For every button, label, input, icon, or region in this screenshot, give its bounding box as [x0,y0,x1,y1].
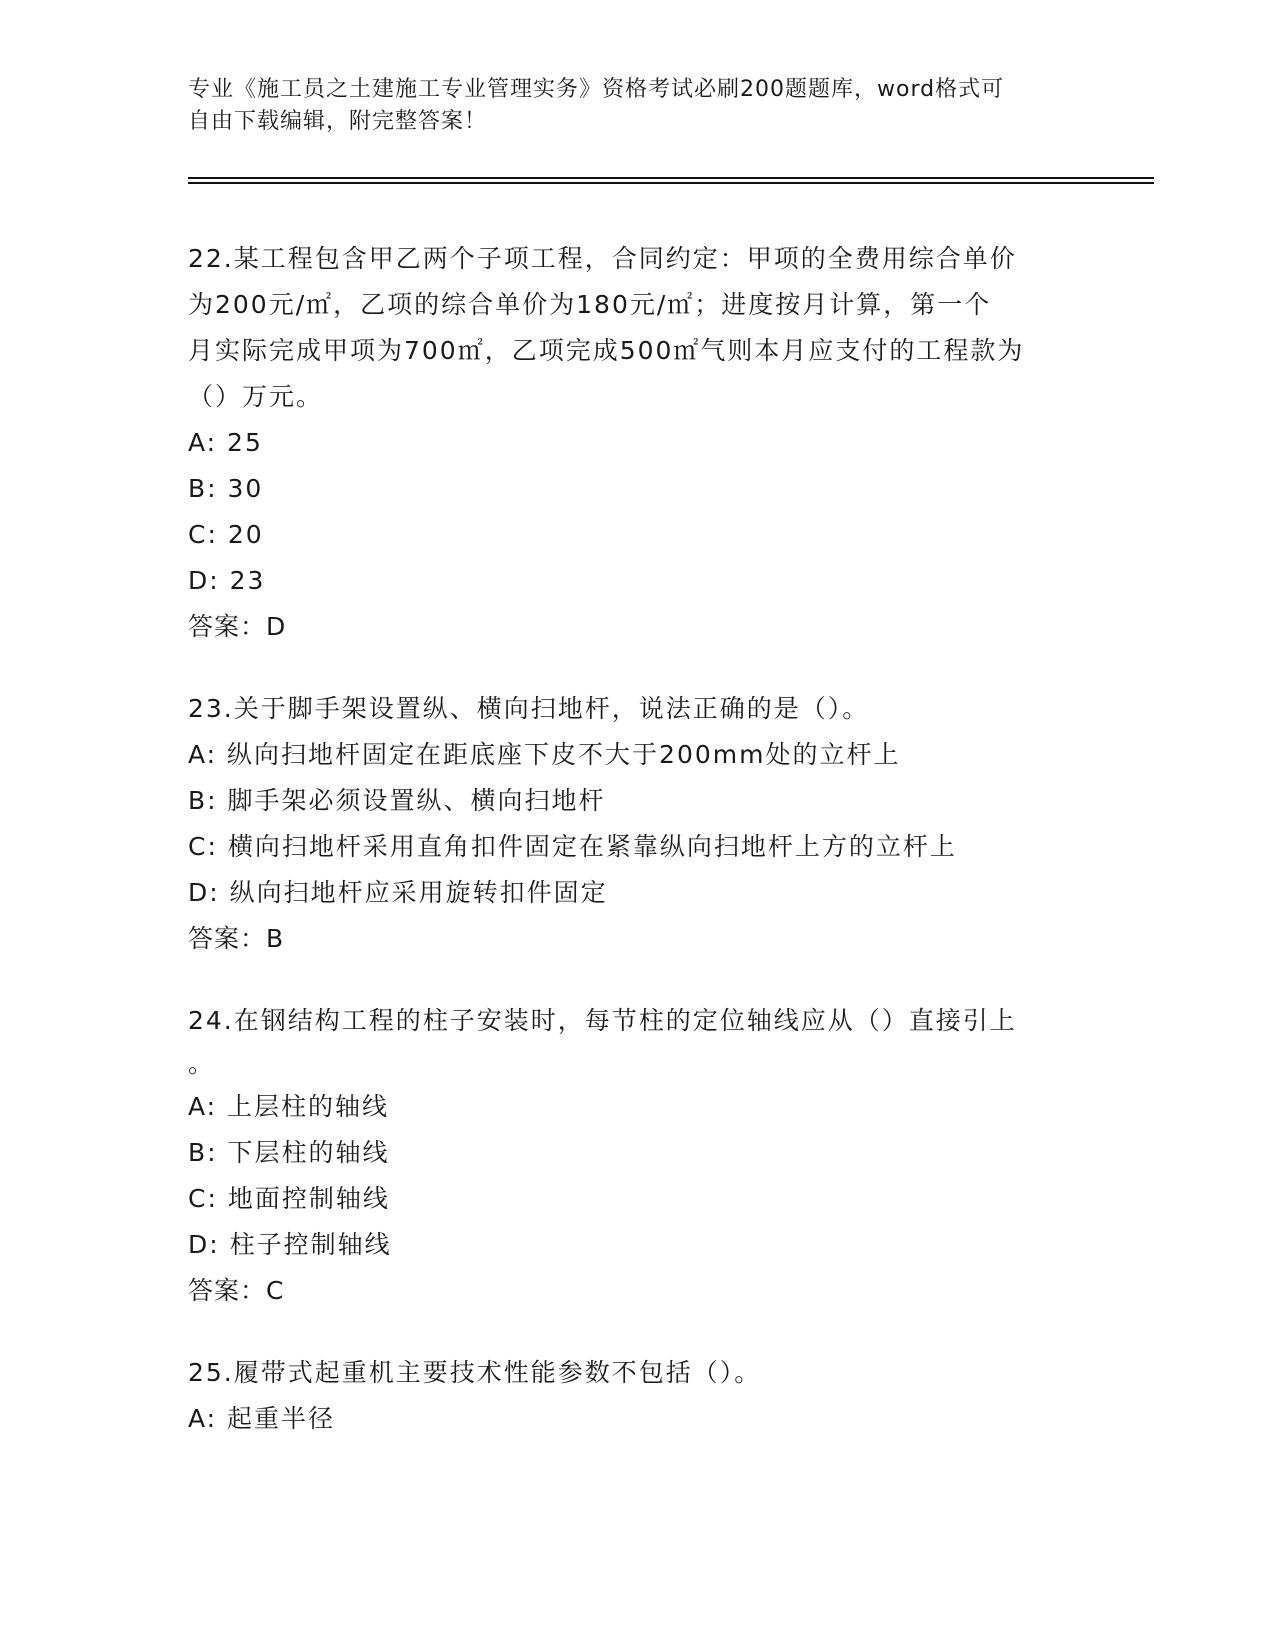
header-divider-bottom [188,182,1154,184]
header-line-1: 专业《施工员之土建施工专业管理实务》资格考试必刷200题题库，word格式可 [188,77,1005,102]
answer-label: 答案：C [188,1276,285,1305]
question-text-line: 22.某工程包含甲乙两个子项工程，合同约定：甲项的全费用综合单价 [188,244,1017,273]
option-d: D: 23 [188,566,266,595]
question-25 [188,1350,1088,1442]
question-23 [188,686,1088,962]
question-text-line: 24.在钢结构工程的柱子安装时，每节柱的定位轴线应从（）直接引上 [188,1006,1017,1035]
answer-label: 答案：B [188,924,285,953]
document-header [188,74,1068,138]
question-text-line: （）万元。 [188,382,324,411]
header-line-2: 自由下载编辑，附完整答案！ [188,109,488,134]
question-text-line: 月实际完成甲项为700㎡，乙项完成500㎡气则本月应支付的工程款为 [188,336,1025,365]
header-divider-top [188,177,1154,179]
question-text-line: 为200元/㎡，乙项的综合单价为180元/㎡；进度按月计算，第一个 [188,290,992,319]
option-d: D: 纵向扫地杆应采用旋转扣件固定 [188,878,608,907]
option-a: A: 起重半径 [188,1404,336,1433]
option-b: B: 下层柱的轴线 [188,1138,390,1167]
question-text-line: 25.履带式起重机主要技术性能参数不包括（）。 [188,1358,762,1387]
option-b: B: 脚手架必须设置纵、横向扫地杆 [188,786,606,815]
question-24 [188,998,1088,1314]
question-text-line: 23.关于脚手架设置纵、横向扫地杆，说法正确的是（）。 [188,694,870,723]
option-a: A: 上层柱的轴线 [188,1092,390,1121]
option-a: A: 25 [188,428,263,457]
question-list [188,236,1088,1478]
option-c: C: 地面控制轴线 [188,1184,390,1213]
question-22 [188,236,1088,650]
answer-label: 答案：D [188,612,287,641]
option-a: A: 纵向扫地杆固定在距底座下皮不大于200mm处的立杆上 [188,740,901,769]
option-c: C: 20 [188,520,264,549]
question-text-line: 。 [188,1049,216,1078]
option-b: B: 30 [188,474,264,503]
option-c: C: 横向扫地杆采用直角扣件固定在紧靠纵向扫地杆上方的立杆上 [188,832,957,861]
option-d: D: 柱子控制轴线 [188,1230,392,1259]
